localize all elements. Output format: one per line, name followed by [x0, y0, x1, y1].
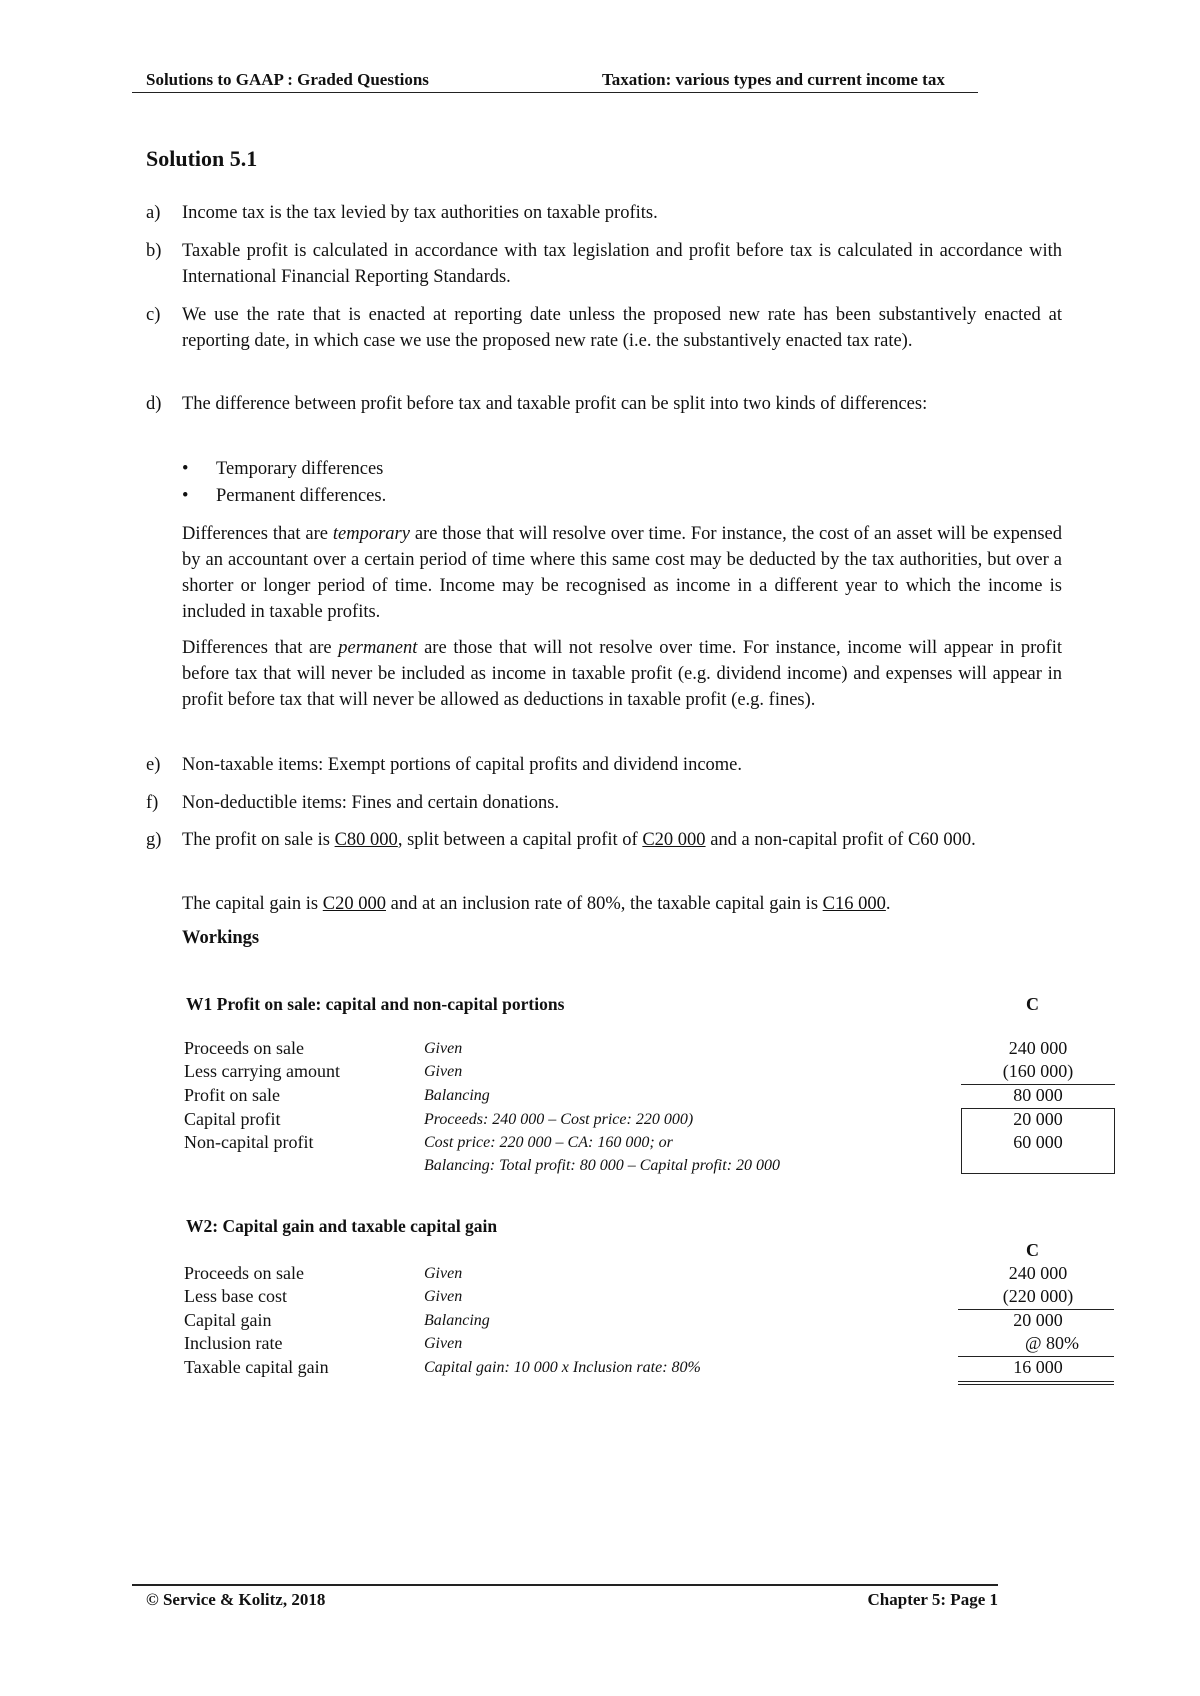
answer-label: e)	[146, 755, 161, 775]
total-rule	[958, 1384, 1114, 1385]
answer-text: Non-deductible items: Fines and certain donations.	[182, 793, 560, 813]
row-note: Given	[424, 1063, 463, 1080]
w2-row	[184, 1310, 1124, 1334]
answer-text: We use the rate that is enacted at reporting date unless the proposed new rate has been substantively enacted at reporting date, in which case we use the proposed new rate (i.e. the substantively enacted tax rate).	[182, 305, 1062, 351]
w1-title: W1 Profit on sale: capital and non-capital portions	[186, 994, 565, 1014]
workings-heading: Workings	[182, 928, 260, 948]
row-note: Balancing	[424, 1087, 490, 1104]
answer-label: c)	[146, 305, 161, 325]
para-text: and at an inclusion rate of 80%, the taxable capital gain is	[385, 894, 823, 914]
answer-a	[146, 200, 1062, 226]
para-text: are those that will resolve over time. For instance, the cost of an asset will be expensed by an accountant over a certain period of time where this same cost may be deducted by the tax authorities, but over a shorter or longer period of time. Income may be recognised as income in a different year to which the income is included in taxable profits.	[182, 524, 1062, 622]
w2-title: W2: Capital gain and taxable capital gain	[186, 1216, 498, 1236]
copyright-text: © Service & Kolitz, 2018	[146, 1590, 326, 1609]
answer-b	[146, 238, 1062, 290]
answer-text: The difference between profit before tax and taxable profit can be split into two kinds of differences:	[182, 394, 928, 414]
row-description: Profit on sale	[184, 1085, 280, 1105]
row-amount: 240 000	[1008, 1038, 1068, 1058]
answer-label: f)	[146, 793, 159, 813]
w1-row	[184, 1038, 1124, 1062]
answer-f	[146, 790, 1062, 816]
answer-d	[146, 391, 1062, 443]
header-chapter-title: Taxation: various types and current income tax	[602, 70, 945, 89]
row-amount: 16 000	[1013, 1357, 1063, 1377]
para-text: .	[885, 894, 891, 914]
row-note: Cost price: 220 000 – CA: 160 000; or	[424, 1134, 673, 1151]
answer-label: a)	[146, 203, 161, 223]
row-description: Proceeds on sale	[184, 1263, 304, 1283]
w2-row	[184, 1333, 1124, 1357]
solution-title: Solution 5.1	[146, 146, 258, 171]
bullet-text: Permanent differences.	[216, 486, 387, 506]
underlined-amount: C20 000	[322, 894, 386, 914]
page-footer	[132, 1584, 998, 1616]
para-text: The capital gain is	[182, 894, 323, 914]
answer-label: g)	[146, 830, 162, 850]
answer-text: Non-taxable items: Exempt portions of capital profits and dividend income.	[182, 755, 743, 775]
row-note: Balancing: Total profit: 80 000 – Capital profit: 20 000	[424, 1157, 781, 1174]
row-description: Non-capital profit	[184, 1132, 314, 1152]
row-description: Taxable capital gain	[184, 1357, 329, 1377]
w1-row	[184, 1085, 1124, 1109]
capital-gain-sentence	[182, 891, 1062, 917]
para-emphasis: temporary	[332, 524, 410, 544]
w1-currency-header: C	[1026, 994, 1039, 1014]
answer-text	[182, 827, 1062, 853]
bullet-icon: •	[182, 459, 189, 479]
w2-row	[184, 1263, 1124, 1287]
answer-text: Taxable profit is calculated in accordance with tax legislation and profit before tax is calculated in accordance with International Financial Reporting Standards.	[182, 241, 1062, 287]
w2-row	[184, 1357, 1124, 1381]
w1-row	[184, 1061, 1124, 1085]
para-emphasis: permanent	[338, 638, 418, 658]
answer-text: Income tax is the tax levied by tax authorities on taxable profits.	[182, 203, 658, 223]
bullet-icon: •	[182, 486, 189, 506]
row-amount: 20 000	[1013, 1109, 1063, 1129]
answer-g	[146, 827, 1062, 879]
bullet-text: Temporary differences	[216, 459, 384, 479]
row-note: Given	[424, 1335, 463, 1352]
para-text: Differences that are	[182, 638, 339, 658]
header-book-title: Solutions to GAAP : Graded Questions	[146, 70, 429, 89]
answer-text-part: and a non-capital profit of C60 000.	[705, 830, 976, 850]
w1-result-box	[961, 1108, 1115, 1174]
answer-label: b)	[146, 241, 162, 261]
row-note: Proceeds: 240 000 – Cost price: 220 000)	[424, 1111, 694, 1128]
row-amount: 240 000	[1008, 1263, 1068, 1283]
w2-row	[184, 1286, 1124, 1310]
total-rule	[958, 1381, 1114, 1382]
row-description: Inclusion rate	[184, 1333, 283, 1353]
underlined-amount: C80 000	[334, 830, 398, 850]
row-note: Given	[424, 1040, 463, 1057]
row-amount: (160 000)	[1002, 1061, 1074, 1081]
row-note: Capital gain: 10 000 x Inclusion rate: 80%	[424, 1359, 701, 1376]
answer-c	[146, 302, 1062, 380]
answer-text-part: The profit on sale is	[182, 830, 335, 850]
row-amount: 80 000	[1013, 1085, 1063, 1105]
row-note: Given	[424, 1288, 463, 1305]
para-text: Differences that are	[182, 524, 333, 544]
row-amount: (220 000)	[1002, 1286, 1074, 1306]
answer-text-part: , split between a capital profit of	[397, 830, 643, 850]
row-description: Capital profit	[184, 1109, 281, 1129]
answer-e	[146, 752, 1062, 778]
answer-label: d)	[146, 394, 162, 414]
row-amount: @ 80%	[1024, 1333, 1080, 1353]
row-description: Less base cost	[184, 1286, 287, 1306]
row-amount: 20 000	[1013, 1310, 1063, 1330]
row-description: Less carrying amount	[184, 1061, 340, 1081]
temporary-differences-paragraph	[182, 521, 1062, 625]
underlined-amount: C16 000	[822, 894, 886, 914]
row-description: Capital gain	[184, 1310, 272, 1330]
page-header	[132, 70, 978, 93]
permanent-differences-paragraph	[182, 635, 1062, 713]
underlined-amount: C20 000	[642, 830, 706, 850]
page-number: Chapter 5: Page 1	[867, 1590, 998, 1609]
row-note: Given	[424, 1265, 463, 1282]
para-text: are those that will not resolve over time. For instance, income will appear in profit before tax that will never be included as income in taxable profit (e.g. dividend income) and expenses will appear in profit before tax that will never be allowed as deductions in taxable profit (e.g. fines).	[182, 638, 1062, 710]
row-description: Proceeds on sale	[184, 1038, 304, 1058]
row-amount: 60 000	[1013, 1132, 1063, 1152]
row-note: Balancing	[424, 1312, 490, 1329]
w2-currency-header: C	[1026, 1240, 1039, 1260]
